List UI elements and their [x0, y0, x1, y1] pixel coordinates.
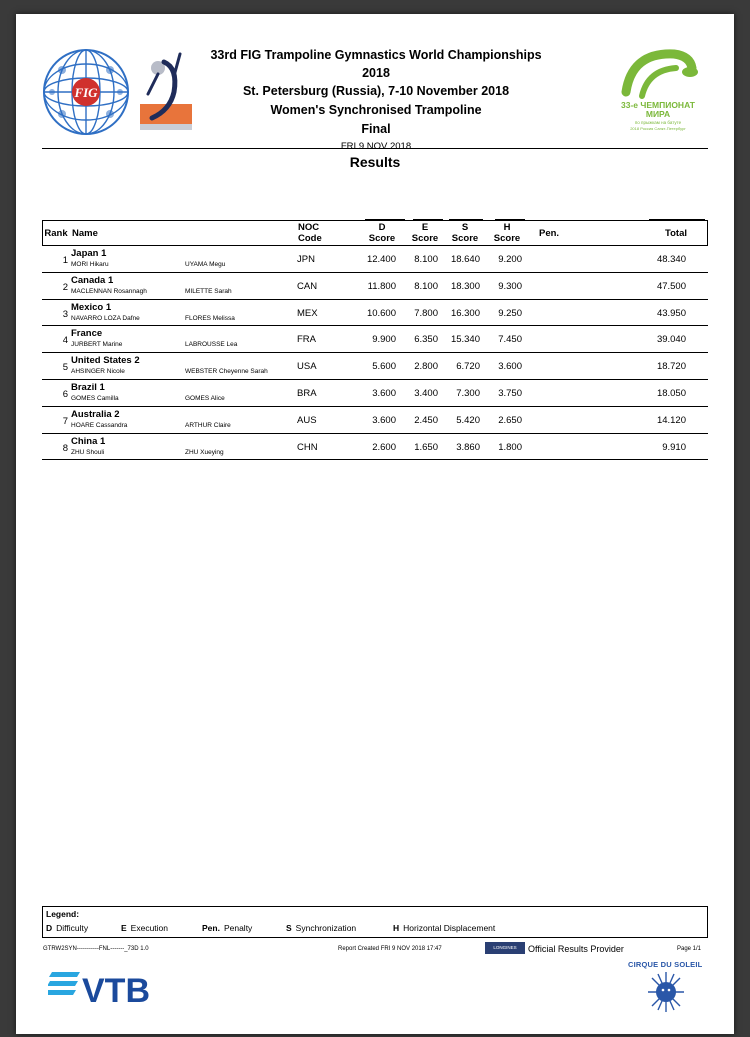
team-name: Mexico 1 — [71, 301, 112, 313]
legend-item-difficulty: D Difficulty — [46, 923, 89, 933]
total-score: 9.910 — [662, 441, 686, 453]
d-score: 12.400 — [366, 254, 396, 265]
noc-code: BRA — [297, 387, 317, 399]
e-score: 7.800 — [414, 307, 438, 319]
rank-cell: 5 — [62, 362, 68, 374]
report-created: Report Created FRI 9 NOV 2018 17:47 — [338, 946, 442, 952]
athlete-1: NAVARRO LOZA Dafne — [71, 314, 140, 322]
header-divider — [42, 148, 708, 149]
table-body — [42, 246, 708, 460]
noc-code: JPN — [297, 254, 315, 265]
team-name: Japan 1 — [71, 248, 107, 259]
athlete-2: LABROUSSE Lea — [185, 341, 238, 349]
e-score: 8.100 — [414, 254, 438, 265]
results-page — [16, 14, 734, 1034]
total-score: 18.720 — [656, 361, 686, 373]
d-score: 3.600 — [372, 387, 396, 399]
athlete-1: ZHU Shouli — [71, 448, 105, 456]
h-score: 2.650 — [498, 414, 522, 426]
col-s-score — [449, 222, 481, 244]
table-row — [42, 246, 708, 273]
table-row — [42, 273, 708, 300]
col-total: Total — [665, 228, 687, 239]
h-score: 9.300 — [498, 280, 522, 292]
noc-code: CHN — [297, 441, 318, 453]
h-score: 9.250 — [498, 307, 522, 319]
e-score: 3.400 — [414, 387, 438, 399]
fig-logo-icon — [42, 48, 130, 136]
athlete-2: FLORES Melissa — [185, 314, 235, 322]
legend-item-execution: E Execution — [121, 923, 169, 933]
col-noc — [298, 222, 322, 244]
col-name: Name — [72, 228, 98, 239]
team-name: France — [71, 328, 103, 340]
athlete-2: ARTHUR Claire — [185, 421, 231, 429]
svg-text:33-е ЧЕМПИОНАТ: 33-е ЧЕМПИОНАТ — [621, 100, 695, 110]
championship-title: 33rd FIG Trampoline Gymnastics World Championships 2018 — [210, 48, 542, 80]
legend-item-penalty: Pen. Penalty — [202, 923, 253, 933]
d-score: 10.600 — [366, 307, 396, 319]
e-score: 2.450 — [414, 414, 438, 426]
s-score: 7.300 — [456, 387, 480, 399]
h-score: 3.750 — [498, 387, 522, 399]
event-phase: Final — [361, 122, 391, 136]
table-row — [42, 434, 708, 461]
page-title: Results — [349, 154, 401, 170]
page-number: Page 1/1 — [677, 946, 702, 952]
col-s-line2: Score — [451, 233, 479, 244]
athlete-1: JURBERT Marine — [71, 341, 123, 349]
legend-title: Legend: — [46, 909, 80, 919]
cirque-du-soleil-logo-icon — [646, 970, 686, 1014]
athlete-1: AHSINGER Nicole — [71, 368, 125, 376]
d-score: 3.600 — [372, 414, 396, 426]
table-row — [42, 326, 708, 353]
legend-item-horizontal: H Horizontal Displacement — [393, 923, 496, 933]
team-name: United States 2 — [71, 355, 140, 367]
col-noc-line2: Code — [298, 233, 322, 244]
col-penalty: Pen. — [539, 228, 560, 239]
s-score: 6.720 — [456, 361, 480, 373]
legend-box — [42, 906, 708, 938]
h-score: 7.450 — [498, 334, 522, 346]
rank-cell: 4 — [62, 335, 68, 347]
e-score: 2.800 — [414, 361, 438, 373]
col-e-score — [409, 222, 441, 244]
noc-code: FRA — [297, 334, 316, 346]
table-row — [42, 353, 708, 380]
s-score: 18.640 — [450, 254, 480, 265]
longines-logo-icon: LONGINES — [485, 942, 525, 954]
athlete-1: GOMES Camilla — [71, 394, 119, 402]
event-date: FRI 9 NOV 2018 — [340, 141, 412, 152]
col-h-line2: Score — [493, 233, 521, 244]
total-score: 18.050 — [656, 387, 686, 399]
noc-code: MEX — [297, 307, 318, 319]
team-name: Canada 1 — [71, 274, 114, 286]
rank-cell: 6 — [62, 388, 68, 400]
team-name: Australia 2 — [71, 408, 120, 420]
table-row — [42, 380, 708, 407]
s-score: 3.860 — [456, 441, 480, 453]
col-h-line1: H — [503, 222, 511, 233]
e-score: 8.100 — [414, 280, 438, 292]
results-table — [42, 220, 708, 460]
athlete-2: ZHU Xueying — [185, 448, 224, 456]
col-noc-line1: NOC — [298, 222, 320, 233]
col-e-line1: E — [421, 222, 429, 233]
col-e-line2: Score — [411, 233, 439, 244]
s-score: 16.300 — [450, 307, 480, 319]
e-score: 6.350 — [414, 334, 438, 346]
athlete-2: MILETTE Sarah — [185, 287, 232, 295]
svg-text:по прыжкам на батуте: по прыжкам на батуте — [634, 120, 682, 125]
svg-text:МИРА: МИРА — [645, 109, 671, 119]
col-rank: Rank — [44, 228, 68, 239]
e-score: 1.650 — [414, 441, 438, 453]
svg-text:FIG: FIG — [74, 85, 98, 100]
table-row — [42, 407, 708, 434]
athlete-2: WEBSTER Cheyenne Sarah — [185, 368, 268, 376]
trampoline-logo-icon — [134, 48, 198, 136]
s-score: 15.340 — [450, 334, 480, 346]
d-score: 5.600 — [372, 361, 396, 373]
col-d-line1: D — [378, 222, 386, 233]
s-score: 5.420 — [456, 414, 480, 426]
svg-text:VTB: VTB — [82, 972, 150, 1008]
event-name: Women's Synchronised Trampoline — [270, 103, 482, 117]
d-score: 2.600 — [372, 441, 396, 453]
document-code: GTRW2SYN-----------FNL-------_73D 1.0 — [43, 946, 149, 952]
col-s-line1: S — [461, 222, 469, 233]
h-score: 3.600 — [498, 361, 522, 373]
col-h-score — [491, 222, 523, 244]
noc-code: CAN — [297, 280, 318, 292]
athlete-2: UYAMA Megu — [185, 261, 226, 268]
d-score: 9.900 — [372, 334, 396, 346]
col-d-line2: Score — [368, 233, 396, 244]
event-header — [196, 44, 556, 155]
championship-location: St. Petersburg (Russia), 7-10 November 2018 — [242, 84, 510, 98]
total-score: 39.040 — [656, 334, 686, 346]
total-score: 14.120 — [656, 414, 686, 426]
athlete-1: MACLENNAN Rosannagh — [71, 287, 147, 295]
provider-text: Official Results Provider — [528, 944, 624, 954]
d-score: 11.800 — [367, 280, 396, 292]
athlete-1: HOARE Cassandra — [71, 421, 128, 429]
rank-cell: 7 — [62, 415, 68, 427]
legend-item-synchronization: S Synchronization — [286, 923, 357, 933]
vtb-logo-icon — [48, 966, 166, 1008]
svg-text:2018 Россия Санкт-Петербург: 2018 Россия Санкт-Петербург — [630, 126, 686, 131]
total-score: 48.340 — [656, 254, 686, 265]
h-score: 9.200 — [498, 254, 522, 265]
total-score: 47.500 — [656, 280, 686, 292]
athlete-1: MORI Hikaru — [71, 261, 109, 268]
rank-cell: 3 — [62, 308, 68, 320]
cirque-du-soleil-text: CIRQUE DU SOLEIL — [628, 960, 703, 969]
noc-code: USA — [297, 361, 317, 373]
rank-cell: 8 — [62, 442, 68, 454]
athlete-2: GOMES Alice — [185, 394, 225, 402]
championship-logo-icon — [612, 46, 704, 142]
total-score: 43.950 — [656, 307, 686, 319]
team-name: China 1 — [71, 435, 106, 447]
rank-cell: 2 — [62, 281, 68, 293]
h-score: 1.800 — [498, 441, 522, 453]
s-score: 18.300 — [450, 280, 480, 292]
col-d-score — [365, 222, 399, 244]
table-header — [42, 220, 708, 246]
rank-cell: 1 — [62, 255, 68, 266]
team-name: Brazil 1 — [71, 381, 105, 393]
noc-code: AUS — [297, 414, 317, 426]
table-row — [42, 300, 708, 327]
